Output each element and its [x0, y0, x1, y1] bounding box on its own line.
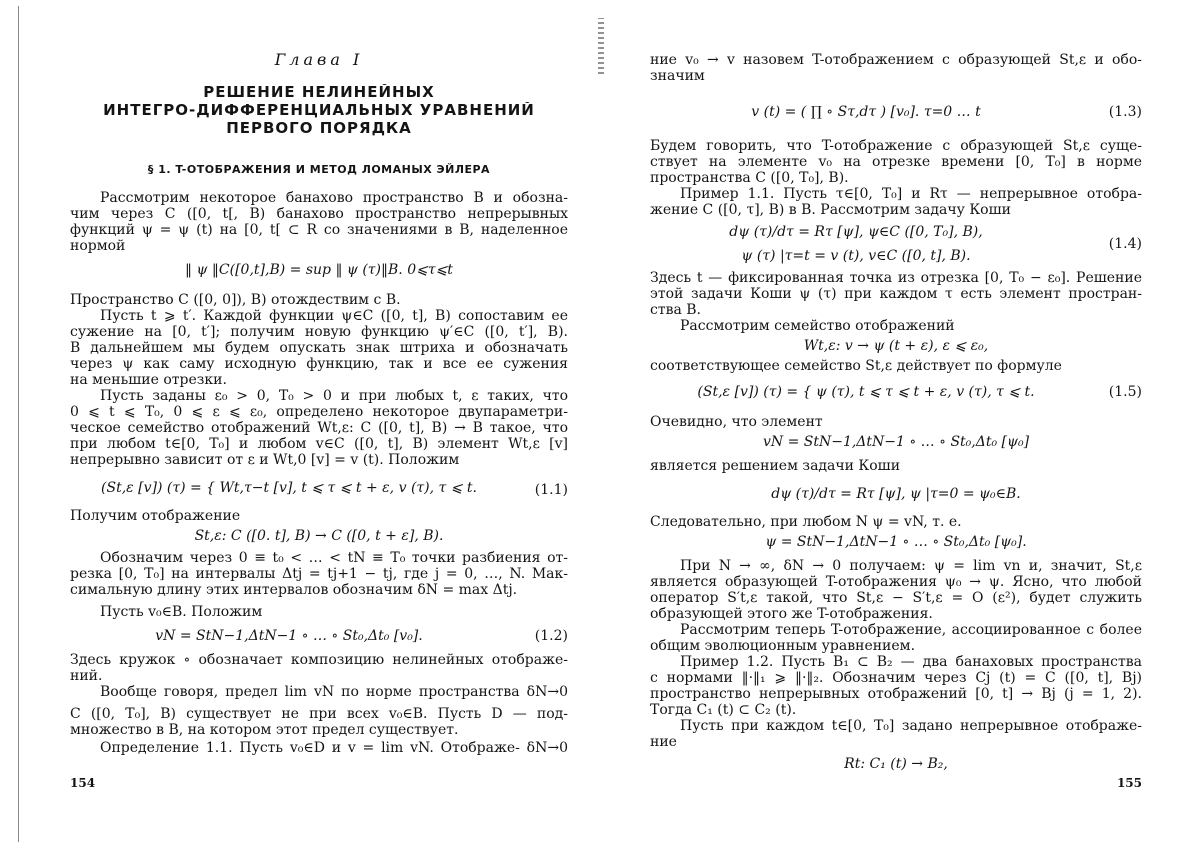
text-line: Очевидно, что элемент: [650, 414, 823, 430]
text-line: ние v₀ → v назовем T-отображением с образующей St,ε и обо-: [650, 52, 1142, 68]
page-number-right: 155: [1116, 776, 1142, 790]
text-line: Пример 1.2. Пусть B₁ ⊂ B₂ — два банаховых пространства: [680, 654, 1142, 670]
text-line: оператор S′t,ε такой, что St,ε − S′t,ε = O (ε²), будет служить: [650, 590, 1142, 606]
text-line: Вообще говоря, предел lim vN по норме пространства δN→0: [100, 684, 568, 700]
text-line: В дальнейшем мы будем опускать знак штриха и обозначать: [70, 340, 568, 356]
text-line: Определение 1.1. Пусть v₀∈D и v = lim vN. Отображе- δN→0: [100, 740, 568, 756]
equation-number: (1.4): [1108, 236, 1142, 252]
text-line: Здесь кружок ∘ обозначает композицию нелинейных отображе-: [70, 652, 568, 668]
page-edge: [18, 6, 19, 842]
text-line: ческое семейство отображений Wt,ε: C ([0, t], B) → B такое, что: [70, 420, 568, 436]
text-line: множество в B, на котором этот предел существует.: [70, 722, 459, 738]
binding-gutter: [598, 18, 604, 74]
formula-1-3: v (t) = ( ∏ ∘ Sτ,dτ ) [v₀]. τ=0 … t: [751, 104, 981, 120]
text-line: Пример 1.1. Пусть τ∈[0, T₀] и Rτ — непрерывное отобра-: [680, 186, 1142, 202]
formula-mapping: St,ε: C ([0. t], B) → C ([0, t + ε], B).: [194, 528, 444, 544]
text-line: Обозначим через 0 ≡ t₀ < … < tN ≡ T₀ точки разбиения от-: [100, 550, 568, 566]
formula-rt: Rt: C₁ (t) → B₂,: [844, 756, 948, 772]
formula-1-5: (St,ε [v]) (τ) = { ψ (τ), t ⩽ τ ⩽ t + ε, v (τ), τ ⩽ t.: [697, 384, 1035, 400]
section-heading: § 1. T-ОТОБРАЖЕНИЯ И МЕТОД ЛОМАНЫХ ЭЙЛЕРА: [147, 163, 491, 176]
text-line: 0 ⩽ t ⩽ T₀, 0 ⩽ ε ⩽ ε₀, определено некоторое двупараметри-: [70, 404, 568, 420]
text-line: является решением задачи Коши: [650, 458, 901, 474]
equation-number: (1.5): [1108, 384, 1142, 400]
text-line: этой задачи Коши ψ (τ) при каждом τ есть элемент простран-: [650, 286, 1142, 302]
right-page: [650, 0, 1142, 848]
text-line: нормой: [70, 238, 126, 254]
formula-w: Wt,ε: v → ψ (t + ε), ε ⩽ ε₀,: [803, 338, 989, 354]
text-line: Рассмотрим семейство отображений: [680, 318, 955, 334]
formula-1-4b: ψ (τ) |τ=t = v (t), v∈C ([0, t], B).: [741, 248, 971, 264]
text-line: Пусть заданы ε₀ > 0, T₀ > 0 и при любых t, ε таких, что: [100, 388, 568, 404]
text-line: чим через C ([0, t[, B) банахово пространство непрерывных: [70, 206, 568, 222]
formula-cauchy: dψ (τ)/dτ = Rτ [ψ], ψ |τ=0 = ψ₀∈B.: [771, 486, 1021, 502]
text-line: симальную длину этих интервалов обозначим δN = max Δtj.: [70, 582, 518, 598]
text-line: образующей этого же T-отображения.: [650, 606, 933, 622]
formula-psi: ψ = StN−1,ΔtN−1 ∘ … ∘ St₀,Δt₀ [ψ₀].: [765, 534, 1027, 550]
text-line: при любом t∈[0, T₀] и любом v∈C ([0, t], B) элемент Wt,ε [v]: [70, 436, 568, 452]
text-line: Тогда C₁ (t) ⊂ C₂ (t).: [650, 702, 797, 718]
formula-1-2: vN = StN−1,ΔtN−1 ∘ … ∘ St₀,Δt₀ [v₀].: [155, 628, 423, 644]
formula-vn: vN = StN−1,ΔtN−1 ∘ … ∘ St₀,Δt₀ [ψ₀]: [762, 434, 1030, 450]
text-line: ства B.: [650, 302, 702, 318]
text-line: Пусть v₀∈B. Положим: [100, 604, 263, 620]
chapter-title-line: ПЕРВОГО ПОРЯДКА: [226, 120, 412, 136]
text-line: пространства C ([0, T₀], B).: [650, 170, 849, 186]
text-line: При N → ∞, δN → 0 получаем: ψ = lim vn и, значит, St,ε: [680, 558, 1142, 574]
text-line: Пусть при каждом t∈[0, T₀] задано непрерывное отображе-: [680, 718, 1142, 734]
page-number-left: 154: [70, 776, 96, 790]
text-line: на меньшие отрезки.: [70, 372, 227, 388]
equation-number: (1.1): [534, 482, 568, 498]
text-line: ствует на элементе v₀ на отрезке времени [0, T₀] в норме: [650, 154, 1142, 170]
text-line: через ψ как саму исходную функцию, так и все ее сужения: [70, 356, 568, 372]
text-line: с нормами ‖·‖₁ ⩾ ‖·‖₂. Обозначим через Cj (t) = C ([0, t], Bj): [650, 670, 1142, 686]
formula-1-4a: dψ (τ)/dτ = Rτ [ψ], ψ∈C ([0, T₀], B),: [729, 224, 983, 240]
text-line: сужение на [0, t′]; получим новую функцию ψ′∈C ([0, t′], B).: [70, 324, 568, 340]
text-line: Следовательно, при любом N ψ = vN, т. е.: [650, 514, 962, 530]
chapter-title-line: ИНТЕГРО-ДИФФЕРЕНЦИАЛЬНЫХ УРАВНЕНИЙ: [103, 102, 535, 118]
equation-number: (1.3): [1108, 104, 1142, 120]
text-line: является образующей T-отображения ψ₀ → ψ. Ясно, что любой: [650, 574, 1142, 590]
text-line: Рассмотрим некоторое банахово пространство B и обозна-: [100, 190, 568, 206]
text-line: Рассмотрим теперь T-отображение, ассоциированное с более: [680, 622, 1142, 638]
text-line: непрерывно зависит от ε и Wt,0 [v] = v (t). Положим: [70, 452, 460, 468]
text-line: функций ψ = ψ (t) на [0, t[ ⊂ R со значениями в B, наделенное: [70, 222, 568, 238]
text-line: Пространство C ([0, 0]), B) отождествим с B.: [70, 292, 401, 308]
text-line: Будем говорить, что T-отображение с образующей St,ε суще-: [650, 138, 1142, 154]
text-line: Пусть t ⩾ t′. Каждой функции ψ∈C ([0, t], B) сопоставим ее: [100, 308, 568, 324]
text-line: ние: [650, 734, 677, 750]
text-line: резка [0, T₀] на интервалы Δtj = tj+1 − tj, где j = 0, …, N. Мак-: [70, 566, 568, 582]
left-page: [70, 0, 568, 848]
text-line: Здесь t — фиксированная точка из отрезка [0, T₀ − ε₀]. Решение: [650, 270, 1142, 286]
text-line: ний.: [70, 668, 103, 684]
chapter-title-line: РЕШЕНИЕ НЕЛИНЕЙНЫХ: [203, 84, 435, 100]
text-line: жение C ([0, τ], B) в B. Рассмотрим задачу Коши: [650, 202, 1011, 218]
text-line: пространство непрерывных отображений [0, t] → Bj (j = 1, 2).: [650, 686, 1142, 702]
formula-1-1: (St,ε [v]) (τ) = { Wt,τ−t [v], t ⩽ τ ⩽ t + ε, v (τ), τ ⩽ t.: [101, 480, 477, 496]
text-line: Получим отображение: [70, 508, 241, 524]
text-line: C ([0, T₀], B) существует не при всех v₀∈B. Пусть D — под-: [70, 706, 568, 722]
chapter-heading: Глава I: [274, 52, 364, 68]
text-line: значим: [650, 68, 705, 84]
equation-number: (1.2): [534, 628, 568, 644]
text-line: общим эволюционным уравнением.: [650, 638, 916, 654]
formula-norm: ‖ ψ ‖C([0,t],B) = sup ‖ ψ (τ)‖B. 0⩽τ⩽t: [185, 262, 453, 278]
text-line: соответствующее семейство St,ε действует по формуле: [650, 358, 1062, 374]
